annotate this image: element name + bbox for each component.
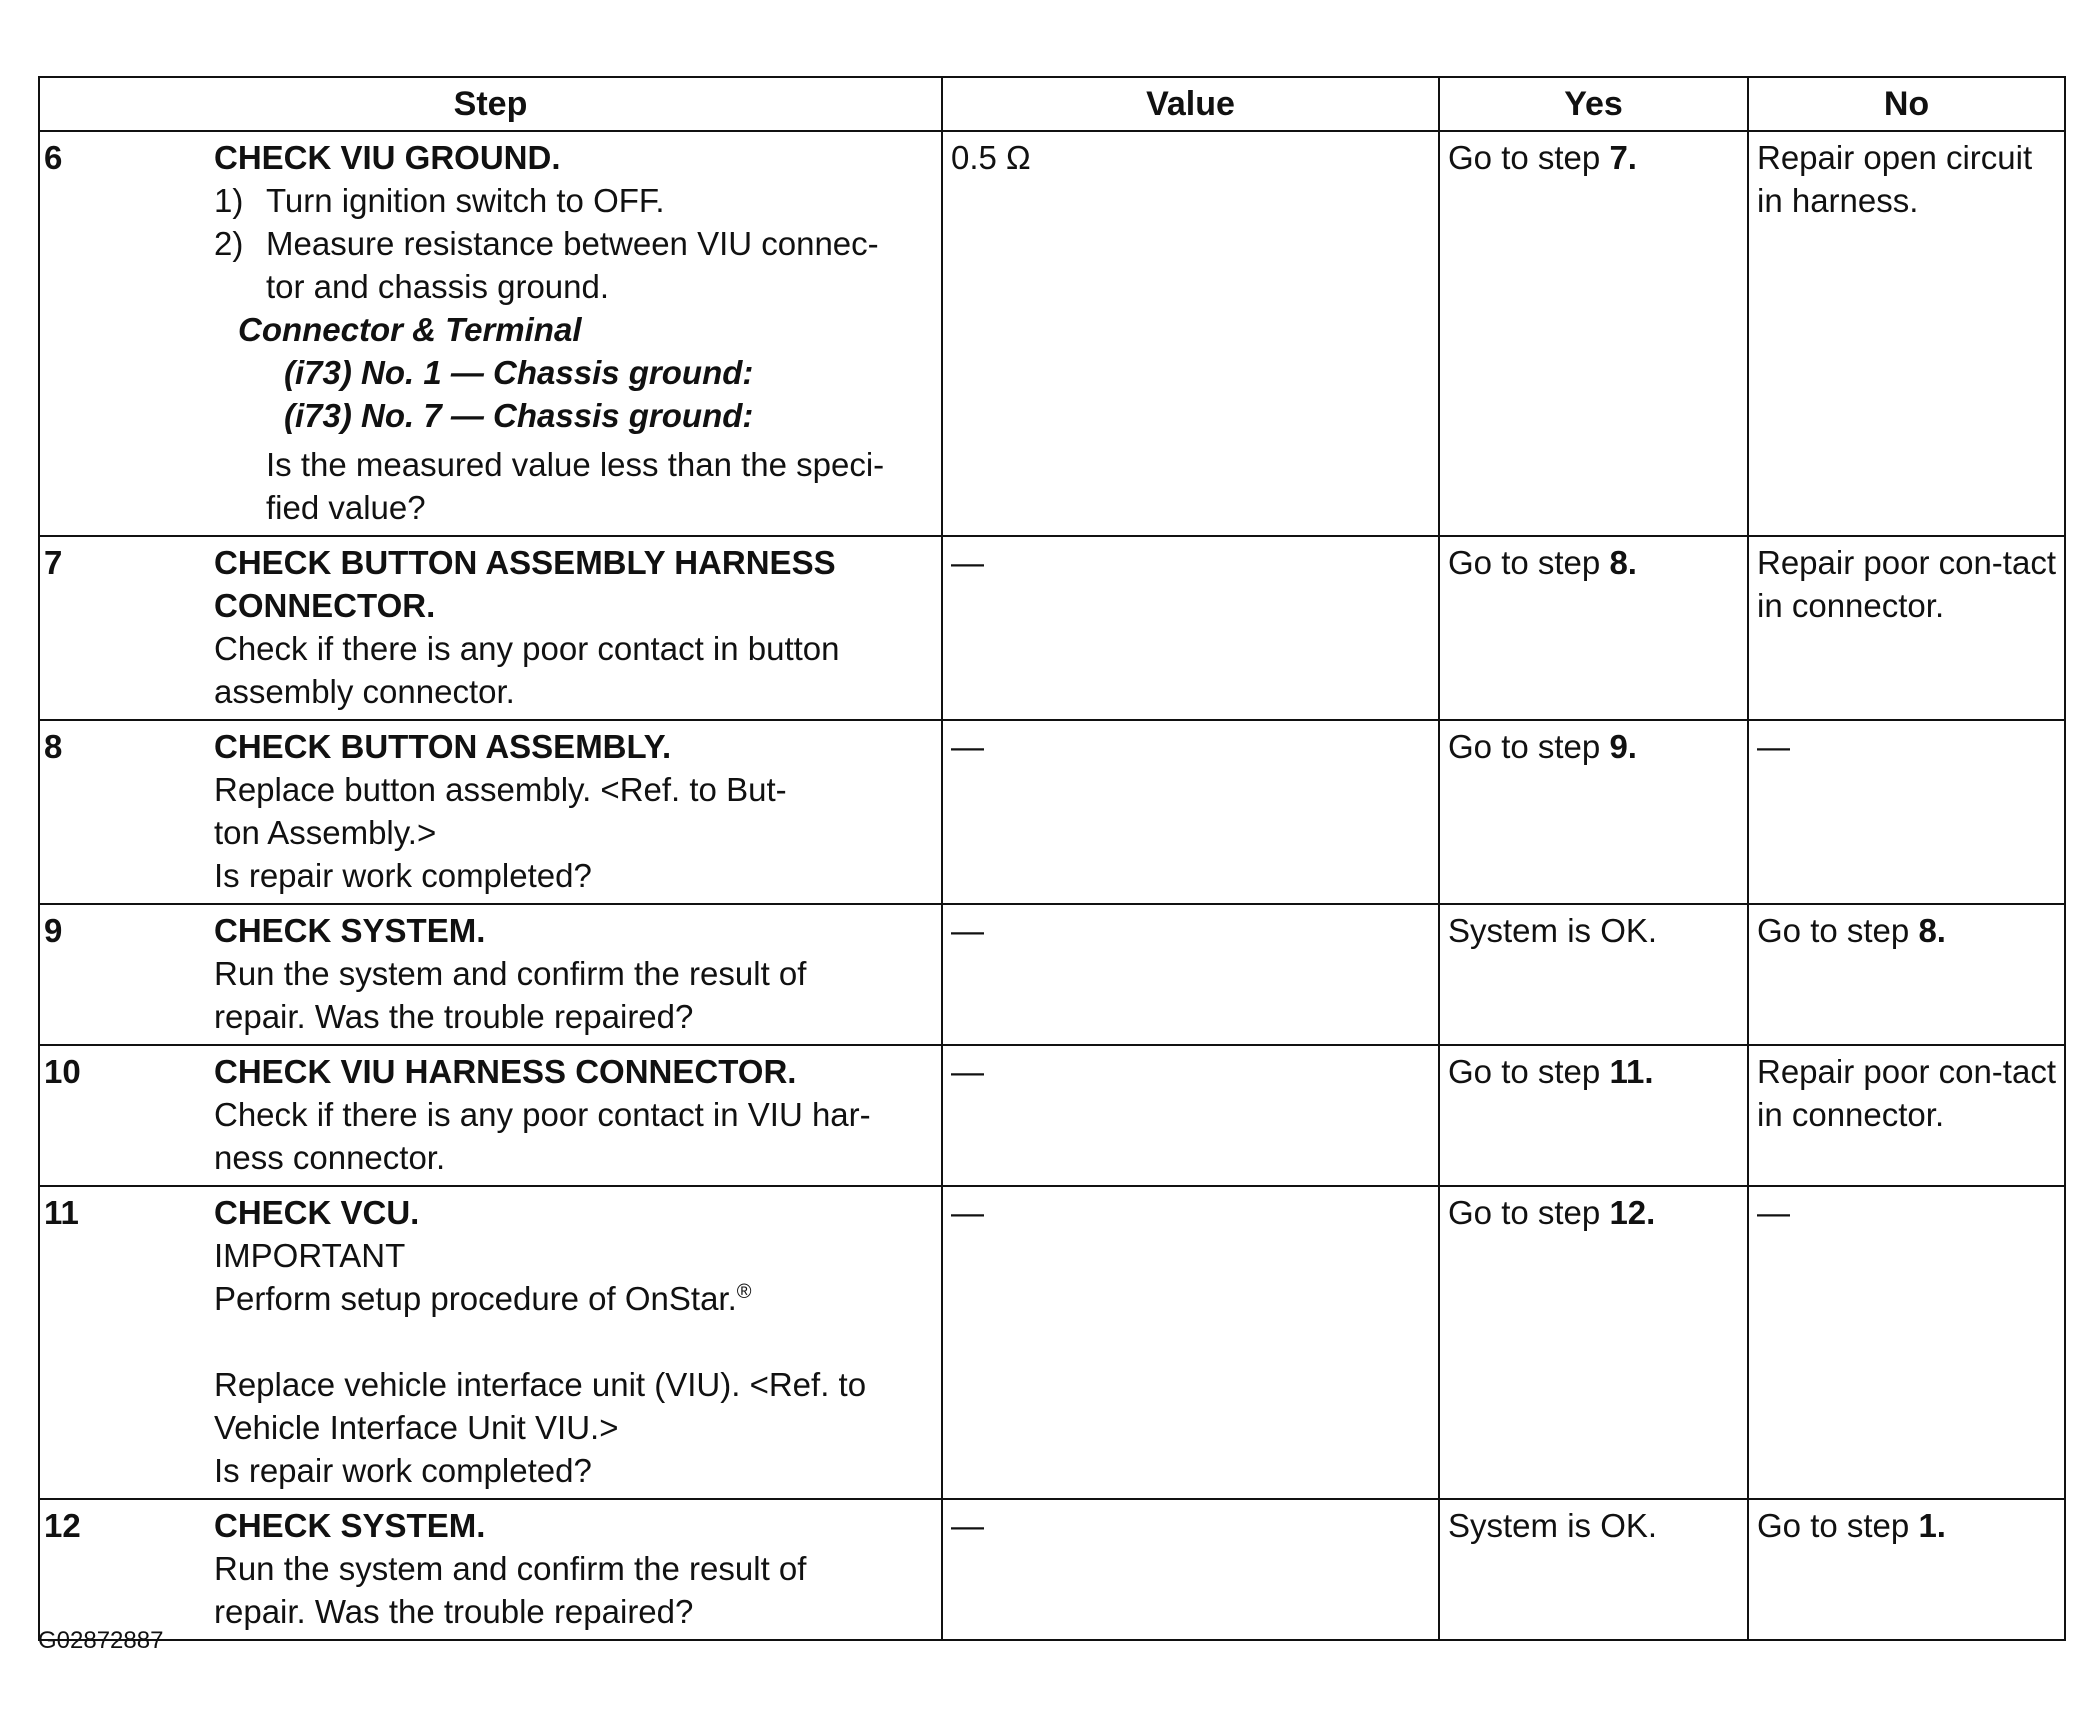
list-number: 2): [214, 225, 244, 262]
step-number: 8: [44, 728, 63, 765]
step-number: 12: [44, 1507, 81, 1544]
registered-mark: ®: [736, 1281, 752, 1303]
step-cell: [39, 720, 942, 904]
yes-step: 9.: [1609, 728, 1637, 765]
no-cell: [1748, 1186, 2065, 1499]
step-title: CHECK SYSTEM.: [214, 912, 486, 949]
figure-id: G02872887: [38, 1627, 164, 1654]
yes-cell: [1439, 904, 1748, 1045]
important-text-body: Perform setup procedure of OnStar.: [214, 1280, 737, 1317]
step-cell: [39, 904, 942, 1045]
step-body: Run the system and confirm the result of repair. Was the trouble repaired?: [214, 955, 807, 1035]
step-question: Is repair work completed?: [214, 857, 592, 894]
yes-text: Go to step: [1448, 1194, 1610, 1231]
list-number: 1): [214, 182, 244, 219]
value-cell: —: [942, 536, 1439, 720]
step-title: CHECK VIU HARNESS CONNECTOR.: [214, 1053, 797, 1090]
yes-cell: [1439, 1186, 1748, 1499]
header-row: [39, 77, 2065, 131]
no-cell: [1748, 904, 2065, 1045]
no-cell: [1748, 720, 2065, 904]
step-title: CHECK VCU.: [214, 1194, 420, 1231]
step-body: Replace button assembly. <Ref. to But-ton Assembly.>: [214, 771, 787, 851]
step-question: Is repair work completed?: [214, 1452, 592, 1489]
yes-text: System is OK.: [1448, 912, 1658, 949]
step-title: CHECK BUTTON ASSEMBLY HARNESS CONNECTOR.: [214, 544, 836, 624]
table-row: [39, 720, 2065, 904]
no-text: Repair poor con-tact in connector.: [1757, 1053, 2056, 1133]
no-text: Go to step: [1757, 1507, 1919, 1544]
header-yes: Yes: [1439, 77, 1748, 131]
important-label: IMPORTANT: [214, 1237, 406, 1274]
step-cell: [39, 1186, 942, 1499]
yes-cell: [1439, 1045, 1748, 1186]
step-cell: [39, 131, 942, 536]
table-row: [39, 131, 2065, 536]
yes-step: 8.: [1609, 544, 1637, 581]
yes-cell: [1439, 1499, 1748, 1640]
terminal-spec: (i73) No. 7 — Chassis ground:: [284, 397, 754, 434]
yes-text: Go to step: [1448, 728, 1610, 765]
step-question: Is the measured value less than the speci-fied value?: [266, 446, 885, 526]
step-number: 7: [44, 544, 63, 581]
step-number: 11: [44, 1194, 79, 1231]
step-cell: [39, 1499, 942, 1640]
list-text: Measure resistance between VIU connec-tor and chassis ground.: [266, 225, 879, 305]
important-text: [214, 1277, 931, 1320]
yes-text: Go to step: [1448, 1053, 1610, 1090]
step-body: Run the system and confirm the result of repair. Was the trouble repaired?: [214, 1550, 807, 1630]
yes-text: Go to step: [1448, 139, 1610, 176]
yes-step: 7.: [1609, 139, 1637, 176]
no-cell: [1748, 536, 2065, 720]
step-number: 10: [44, 1053, 81, 1090]
header-value: Value: [942, 77, 1439, 131]
list-item: [214, 179, 931, 222]
step-body: Replace vehicle interface unit (VIU). <Ref. to Vehicle Interface Unit VIU.>: [214, 1366, 867, 1446]
connector-label: Connector & Terminal: [238, 311, 582, 348]
yes-cell: [1439, 536, 1748, 720]
no-text: Repair poor con-tact in connector.: [1757, 544, 2056, 624]
yes-text: System is OK.: [1448, 1507, 1658, 1544]
table-row: [39, 904, 2065, 1045]
step-number: 9: [44, 912, 63, 949]
no-cell: [1748, 131, 2065, 536]
step-title: CHECK SYSTEM.: [214, 1507, 486, 1544]
no-text: Repair open circuit in harness.: [1757, 139, 2033, 219]
step-title: CHECK BUTTON ASSEMBLY.: [214, 728, 672, 765]
value-cell: —: [942, 1186, 1439, 1499]
no-step: 8.: [1918, 912, 1946, 949]
table-row: [39, 536, 2065, 720]
table-row: [39, 1499, 2065, 1640]
spacer: [214, 1320, 931, 1363]
step-body: Check if there is any poor contact in button assembly connector.: [214, 630, 840, 710]
step-body: Check if there is any poor contact in VIU har-ness connector.: [214, 1096, 871, 1176]
yes-cell: [1439, 131, 1748, 536]
step-cell: [39, 1045, 942, 1186]
header-no: No: [1748, 77, 2065, 131]
no-text: —: [1757, 728, 1790, 765]
no-step: 1.: [1918, 1507, 1946, 1544]
no-cell: [1748, 1499, 2065, 1640]
step-number: 6: [44, 139, 63, 176]
table-row: [39, 1186, 2065, 1499]
value-cell: —: [942, 720, 1439, 904]
value-cell: —: [942, 904, 1439, 1045]
diagnostic-table: [38, 76, 2066, 1641]
diagnostic-table-sheet: [38, 76, 2064, 1641]
value-cell: 0.5 Ω: [942, 131, 1439, 536]
yes-step: 11.: [1609, 1053, 1654, 1090]
no-text: —: [1757, 1194, 1790, 1231]
yes-cell: [1439, 720, 1748, 904]
no-cell: [1748, 1045, 2065, 1186]
value-cell: —: [942, 1499, 1439, 1640]
value-cell: —: [942, 1045, 1439, 1186]
list-item: [214, 222, 931, 308]
list-text: Turn ignition switch to OFF.: [266, 182, 665, 219]
yes-step: 12.: [1609, 1194, 1656, 1231]
header-step: Step: [39, 77, 942, 131]
yes-text: Go to step: [1448, 544, 1610, 581]
no-text: Go to step: [1757, 912, 1919, 949]
step-title: CHECK VIU GROUND.: [214, 139, 561, 176]
table-row: [39, 1045, 2065, 1186]
terminal-spec: (i73) No. 1 — Chassis ground:: [284, 354, 754, 391]
step-cell: [39, 536, 942, 720]
